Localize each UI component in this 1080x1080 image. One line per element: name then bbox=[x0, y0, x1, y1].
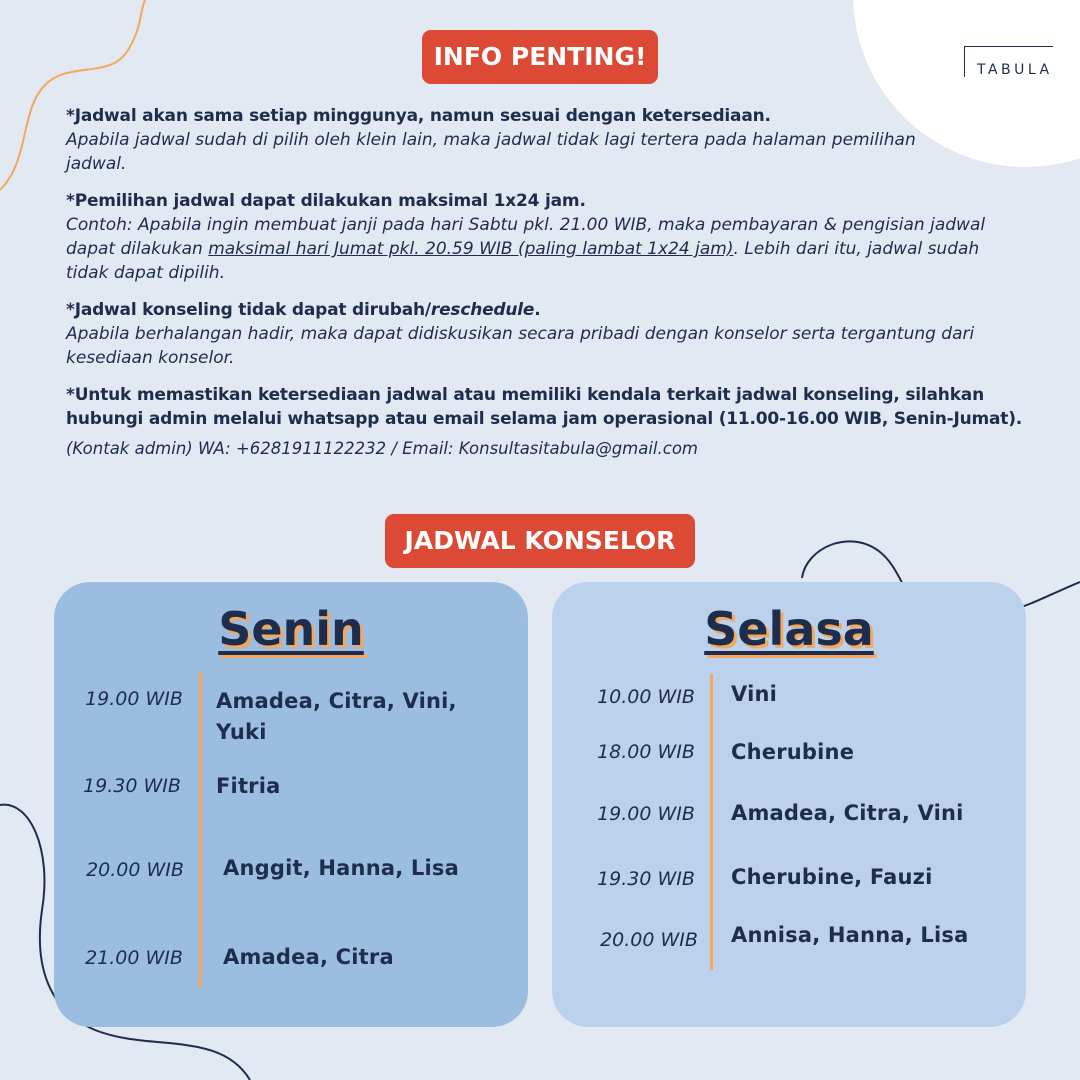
rule-3-head-italic: reschedule bbox=[430, 300, 535, 320]
slot-counselors: Cherubine, Fauzi bbox=[731, 865, 933, 889]
slot-time: 19.30 WIB bbox=[597, 868, 695, 890]
timeline-divider bbox=[710, 674, 713, 970]
rule-3-head-text: *Jadwal konseling tidak dapat dirubah/ bbox=[66, 300, 431, 320]
rule-2 bbox=[66, 189, 1066, 285]
slot-time: 21.00 WIB bbox=[85, 947, 183, 969]
slot-counselors: Amadea, Citra, Vini, Yuki bbox=[216, 689, 457, 744]
rule-1-body: Apabila jadwal sudah di pilih oleh klein lain, maka jadwal tidak lagi tertera pada halaman pemilihan jadwal. bbox=[66, 130, 916, 174]
rule-3-head bbox=[66, 298, 1066, 322]
admin-contact: (Kontak admin) WA: +6281911122232 / Email: Konsultasitabula@gmail.com bbox=[66, 439, 699, 458]
rule-2-body-underlined: maksimal hari Jumat pkl. 20.59 WIB (paling lambat 1x24 jam) bbox=[208, 239, 734, 259]
slot-counselors: Amadea, Citra, Vini bbox=[731, 801, 964, 825]
slot-time: 19.00 WIB bbox=[597, 803, 695, 825]
day-title-senin: Senin bbox=[218, 602, 364, 656]
day-title-selasa: Selasa bbox=[704, 602, 874, 656]
jadwal-konselor-badge: JADWAL KONSELOR bbox=[385, 514, 695, 568]
rule-4 bbox=[66, 383, 1066, 431]
rule-1 bbox=[66, 104, 1066, 176]
tabula-logo bbox=[964, 46, 1064, 80]
rule-2-body-pre: Contoh: Apabila ingin membuat janji pada hari Sabtu pkl. 21.00 WIB, maka pembayaran & pengisian jadwal dapat dilakukan bbox=[66, 215, 986, 259]
rule-3-body: Apabila berhalangan hadir, maka dapat didiskusikan secara pribadi dengan konselor serta tergantung dari kesediaan konselor. bbox=[66, 324, 975, 368]
logo-text: TABULA bbox=[977, 62, 1053, 78]
slot-counselors: Annisa, Hanna, Lisa bbox=[731, 923, 969, 947]
slot-counselors: Fitria bbox=[216, 774, 281, 798]
info-penting-badge: INFO PENTING! bbox=[422, 30, 658, 84]
rule-2-body bbox=[66, 213, 1026, 285]
slot-counselors: Anggit, Hanna, Lisa bbox=[223, 856, 459, 880]
slot-time: 20.00 WIB bbox=[600, 929, 698, 951]
slot-time: 19.00 WIB bbox=[85, 688, 183, 710]
slot-counselors: Vini bbox=[731, 682, 778, 706]
rule-4-head: *Untuk memastikan ketersediaan jadwal atau memiliki kendala terkait jadwal konseling, silahkan hubungi admin melalui whatsapp atau email selama jam operasional (11.00-16.00 WIB, Senin-Jumat). bbox=[66, 385, 1023, 429]
slot-time: 20.00 WIB bbox=[86, 859, 184, 881]
slot-time: 18.00 WIB bbox=[597, 741, 695, 763]
schedule-card-senin bbox=[54, 582, 528, 1027]
rule-1-head: *Jadwal akan sama setiap minggunya, namun sesuai dengan ketersediaan. bbox=[66, 106, 771, 126]
slot-counselors: Amadea, Citra bbox=[223, 945, 394, 969]
slot-time: 19.30 WIB bbox=[83, 775, 181, 797]
slot-counselors: Cherubine bbox=[731, 740, 855, 764]
rule-3 bbox=[66, 298, 1066, 370]
rule-3-head-end: . bbox=[534, 300, 541, 320]
info-section bbox=[66, 104, 1066, 461]
rule-2-body-post: . Lebih dari itu, jadwal sudah tidak dapat dipilih. bbox=[66, 239, 980, 283]
slot-time: 10.00 WIB bbox=[597, 686, 695, 708]
timeline-divider bbox=[199, 672, 202, 987]
rule-2-head: *Pemilihan jadwal dapat dilakukan maksimal 1x24 jam. bbox=[66, 191, 586, 211]
schedule-card-selasa bbox=[552, 582, 1026, 1027]
